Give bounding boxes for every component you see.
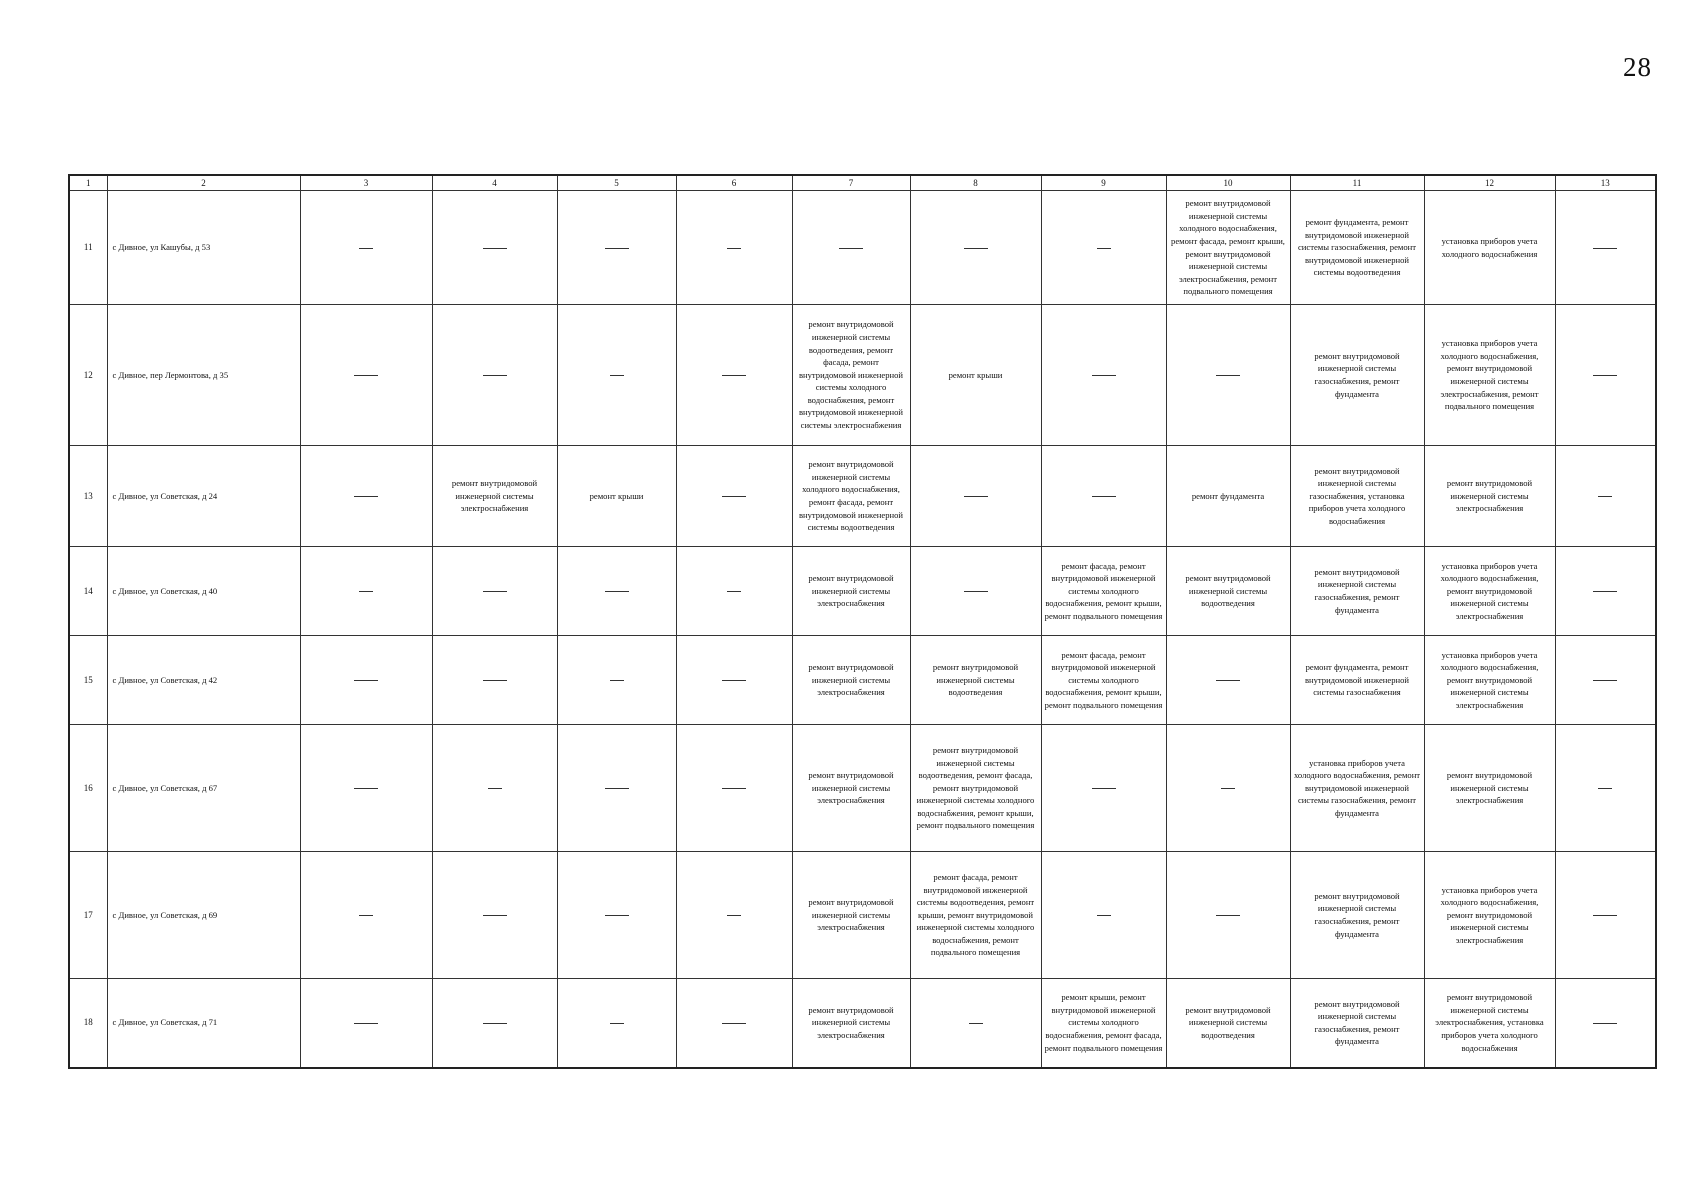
- address-cell: с Дивное, ул Советская, д 24: [107, 446, 300, 547]
- dash-mark: [354, 375, 378, 376]
- column-number: 13: [1555, 175, 1656, 191]
- dash-mark: [483, 591, 507, 592]
- row-number: 13: [69, 446, 107, 547]
- work-cell: ремонт внутридомовой инженерной системы водоотведения: [1166, 547, 1290, 636]
- dash-mark: [605, 591, 629, 592]
- empty-cell-dash: [676, 979, 792, 1068]
- empty-cell-dash: [557, 547, 676, 636]
- dash-mark: [354, 680, 378, 681]
- dash-mark: [1593, 248, 1617, 249]
- table-row: [69, 725, 1656, 852]
- dash-mark: [1216, 375, 1240, 376]
- empty-cell-dash: [676, 725, 792, 852]
- column-number-row: [69, 175, 1656, 191]
- dash-mark: [722, 496, 746, 497]
- empty-cell-dash: [557, 725, 676, 852]
- dash-mark: [1598, 788, 1612, 789]
- dash-mark: [722, 680, 746, 681]
- empty-cell-dash: [676, 305, 792, 446]
- empty-cell-dash: [432, 979, 557, 1068]
- empty-cell-dash: [557, 191, 676, 305]
- empty-cell-dash: [1555, 191, 1656, 305]
- empty-cell-dash: [300, 191, 432, 305]
- dash-mark: [1216, 915, 1240, 916]
- work-cell: ремонт внутридомовой инженерной системы газоснабжения, ремонт фундамента: [1290, 852, 1424, 979]
- empty-cell-dash: [1555, 305, 1656, 446]
- work-cell: ремонт фасада, ремонт внутридомовой инженерной системы холодного водоснабжения, ремонт крыши, ремонт подвального помещения: [1041, 547, 1166, 636]
- work-cell: ремонт внутридомовой инженерной системы электроснабжения: [1424, 446, 1555, 547]
- column-number: 8: [910, 175, 1041, 191]
- empty-cell-dash: [910, 191, 1041, 305]
- empty-cell-dash: [1166, 725, 1290, 852]
- empty-cell-dash: [1555, 446, 1656, 547]
- table-row: [69, 446, 1656, 547]
- table-row: [69, 305, 1656, 446]
- empty-cell-dash: [557, 305, 676, 446]
- work-cell: установка приборов учета холодного водоснабжения: [1424, 191, 1555, 305]
- empty-cell-dash: [1555, 852, 1656, 979]
- dash-mark: [964, 496, 988, 497]
- table-row: [69, 852, 1656, 979]
- dash-mark: [839, 248, 863, 249]
- work-cell: ремонт крыши: [557, 446, 676, 547]
- dash-mark: [727, 591, 741, 592]
- address-cell: с Дивное, ул Советская, д 42: [107, 636, 300, 725]
- work-cell: установка приборов учета холодного водоснабжения, ремонт внутридомовой инженерной системы электроснабжения: [1424, 636, 1555, 725]
- dash-mark: [359, 591, 373, 592]
- dash-mark: [1593, 375, 1617, 376]
- empty-cell-dash: [557, 636, 676, 725]
- work-cell: ремонт внутридомовой инженерной системы водоотведения, ремонт фасада, ремонт внутридомовой инженерной системы холодного водоснабжения, ремонт крыши, ремонт подвального помещения: [910, 725, 1041, 852]
- column-number: 7: [792, 175, 910, 191]
- empty-cell-dash: [300, 725, 432, 852]
- work-cell: ремонт внутридомовой инженерной системы электроснабжения, установка приборов учета холодного водоснабжения: [1424, 979, 1555, 1068]
- empty-cell-dash: [1041, 305, 1166, 446]
- empty-cell-dash: [300, 852, 432, 979]
- repair-schedule-table: [68, 174, 1657, 1069]
- work-cell: ремонт внутридомовой инженерной системы электроснабжения: [1424, 725, 1555, 852]
- work-cell: ремонт внутридомовой инженерной системы холодного водоснабжения, ремонт фасада, ремонт крыши, ремонт внутридомовой инженерной системы электроснабжения, ремонт подвального помещения: [1166, 191, 1290, 305]
- dash-mark: [354, 1023, 378, 1024]
- column-number: 1: [69, 175, 107, 191]
- work-cell: ремонт фасада, ремонт внутридомовой инженерной системы водоотведения, ремонт крыши, ремонт внутридомовой инженерной системы холодного водоснабжения, ремонт подвального помещения: [910, 852, 1041, 979]
- empty-cell-dash: [1166, 852, 1290, 979]
- work-cell: ремонт внутридомовой инженерной системы электроснабжения: [792, 547, 910, 636]
- dash-mark: [610, 1023, 624, 1024]
- dash-mark: [610, 680, 624, 681]
- address-cell: с Дивное, ул Кашубы, д 53: [107, 191, 300, 305]
- work-cell: ремонт внутридомовой инженерной системы газоснабжения, ремонт фундамента: [1290, 305, 1424, 446]
- dash-mark: [722, 1023, 746, 1024]
- table-row: [69, 979, 1656, 1068]
- work-cell: установка приборов учета холодного водоснабжения, ремонт внутридомовой инженерной системы электроснабжения, ремонт подвального помещения: [1424, 305, 1555, 446]
- empty-cell-dash: [1555, 725, 1656, 852]
- dash-mark: [483, 375, 507, 376]
- empty-cell-dash: [432, 852, 557, 979]
- empty-cell-dash: [910, 446, 1041, 547]
- empty-cell-dash: [676, 636, 792, 725]
- page-number: 28: [1623, 52, 1652, 82]
- empty-cell-dash: [1555, 547, 1656, 636]
- column-number: 6: [676, 175, 792, 191]
- dash-mark: [605, 915, 629, 916]
- dash-mark: [722, 375, 746, 376]
- work-cell: ремонт внутридомовой инженерной системы газоснабжения, ремонт фундамента: [1290, 547, 1424, 636]
- dash-mark: [1092, 375, 1116, 376]
- empty-cell-dash: [1166, 305, 1290, 446]
- empty-cell-dash: [792, 191, 910, 305]
- empty-cell-dash: [300, 547, 432, 636]
- dash-mark: [488, 788, 502, 789]
- work-cell: ремонт внутридомовой инженерной системы водоотведения: [910, 636, 1041, 725]
- work-cell: ремонт крыши, ремонт внутридомовой инженерной системы холодного водоснабжения, ремонт фасада, ремонт подвального помещения: [1041, 979, 1166, 1068]
- address-cell: с Дивное, пер Лермонтова, д 35: [107, 305, 300, 446]
- empty-cell-dash: [432, 725, 557, 852]
- column-number: 5: [557, 175, 676, 191]
- column-number: 2: [107, 175, 300, 191]
- work-cell: ремонт фундамента, ремонт внутридомовой инженерной системы газоснабжения, ремонт внутридомовой инженерной системы водоотведения: [1290, 191, 1424, 305]
- work-cell: ремонт внутридомовой инженерной системы электроснабжения: [792, 979, 910, 1068]
- dash-mark: [727, 248, 741, 249]
- dash-mark: [969, 1023, 983, 1024]
- work-cell: ремонт фасада, ремонт внутридомовой инженерной системы холодного водоснабжения, ремонт крыши, ремонт подвального помещения: [1041, 636, 1166, 725]
- empty-cell-dash: [676, 191, 792, 305]
- dash-mark: [964, 248, 988, 249]
- empty-cell-dash: [1041, 725, 1166, 852]
- dash-mark: [1593, 915, 1617, 916]
- address-cell: с Дивное, ул Советская, д 67: [107, 725, 300, 852]
- dash-mark: [1092, 496, 1116, 497]
- work-cell: ремонт внутридомовой инженерной системы водоотведения, ремонт фасада, ремонт внутридомовой инженерной системы холодного водоснабжения, ремонт внутридомовой инженерной системы электроснабжения: [792, 305, 910, 446]
- dash-mark: [483, 680, 507, 681]
- empty-cell-dash: [300, 636, 432, 725]
- empty-cell-dash: [1555, 979, 1656, 1068]
- work-cell: ремонт внутридомовой инженерной системы электроснабжения: [792, 725, 910, 852]
- dash-mark: [1216, 680, 1240, 681]
- table-row: [69, 191, 1656, 305]
- row-number: 18: [69, 979, 107, 1068]
- table-row: [69, 547, 1656, 636]
- row-number: 15: [69, 636, 107, 725]
- dash-mark: [1598, 496, 1612, 497]
- work-cell: установка приборов учета холодного водоснабжения, ремонт внутридомовой инженерной системы электроснабжения: [1424, 547, 1555, 636]
- empty-cell-dash: [432, 547, 557, 636]
- address-cell: с Дивное, ул Советская, д 40: [107, 547, 300, 636]
- column-number: 11: [1290, 175, 1424, 191]
- work-cell: ремонт внутридомовой инженерной системы газоснабжения, установка приборов учета холодного водоснабжения: [1290, 446, 1424, 547]
- empty-cell-dash: [910, 979, 1041, 1068]
- work-cell: ремонт крыши: [910, 305, 1041, 446]
- work-cell: ремонт фундамента: [1166, 446, 1290, 547]
- dash-mark: [964, 591, 988, 592]
- dash-mark: [359, 915, 373, 916]
- dash-mark: [1092, 788, 1116, 789]
- dash-mark: [1097, 915, 1111, 916]
- table-row: [69, 636, 1656, 725]
- dash-mark: [354, 496, 378, 497]
- empty-cell-dash: [1555, 636, 1656, 725]
- dash-mark: [359, 248, 373, 249]
- work-cell: ремонт внутридомовой инженерной системы водоотведения: [1166, 979, 1290, 1068]
- row-number: 14: [69, 547, 107, 636]
- empty-cell-dash: [557, 852, 676, 979]
- dash-mark: [727, 915, 741, 916]
- dash-mark: [722, 788, 746, 789]
- column-number: 12: [1424, 175, 1555, 191]
- dash-mark: [483, 1023, 507, 1024]
- column-number: 10: [1166, 175, 1290, 191]
- dash-mark: [1593, 1023, 1617, 1024]
- row-number: 16: [69, 725, 107, 852]
- empty-cell-dash: [1041, 446, 1166, 547]
- dash-mark: [605, 788, 629, 789]
- empty-cell-dash: [676, 852, 792, 979]
- dash-mark: [1221, 788, 1235, 789]
- empty-cell-dash: [676, 547, 792, 636]
- dash-mark: [605, 248, 629, 249]
- empty-cell-dash: [910, 547, 1041, 636]
- address-cell: с Дивное, ул Советская, д 69: [107, 852, 300, 979]
- column-number: 3: [300, 175, 432, 191]
- row-number: 12: [69, 305, 107, 446]
- dash-mark: [483, 248, 507, 249]
- row-number: 11: [69, 191, 107, 305]
- work-cell: ремонт внутридомовой инженерной системы электроснабжения: [792, 852, 910, 979]
- empty-cell-dash: [432, 636, 557, 725]
- address-cell: с Дивное, ул Советская, д 71: [107, 979, 300, 1068]
- empty-cell-dash: [1041, 852, 1166, 979]
- dash-mark: [1097, 248, 1111, 249]
- empty-cell-dash: [300, 446, 432, 547]
- dash-mark: [1593, 680, 1617, 681]
- empty-cell-dash: [432, 305, 557, 446]
- work-cell: установка приборов учета холодного водоснабжения, ремонт внутридомовой инженерной системы электроснабжения: [1424, 852, 1555, 979]
- dash-mark: [483, 915, 507, 916]
- work-cell: ремонт фундамента, ремонт внутридомовой инженерной системы газоснабжения: [1290, 636, 1424, 725]
- empty-cell-dash: [557, 979, 676, 1068]
- row-number: 17: [69, 852, 107, 979]
- work-cell: ремонт внутридомовой инженерной системы электроснабжения: [792, 636, 910, 725]
- work-cell: установка приборов учета холодного водоснабжения, ремонт внутридомовой инженерной системы газоснабжения, ремонт фундамента: [1290, 725, 1424, 852]
- work-cell: ремонт внутридомовой инженерной системы электроснабжения: [432, 446, 557, 547]
- empty-cell-dash: [432, 191, 557, 305]
- dash-mark: [1593, 591, 1617, 592]
- work-cell: ремонт внутридомовой инженерной системы холодного водоснабжения, ремонт фасада, ремонт внутридомовой инженерной системы водоотведения: [792, 446, 910, 547]
- empty-cell-dash: [300, 305, 432, 446]
- dash-mark: [610, 375, 624, 376]
- empty-cell-dash: [676, 446, 792, 547]
- work-cell: ремонт внутридомовой инженерной системы газоснабжения, ремонт фундамента: [1290, 979, 1424, 1068]
- empty-cell-dash: [1041, 191, 1166, 305]
- column-number: 9: [1041, 175, 1166, 191]
- dash-mark: [354, 788, 378, 789]
- empty-cell-dash: [300, 979, 432, 1068]
- column-number: 4: [432, 175, 557, 191]
- empty-cell-dash: [1166, 636, 1290, 725]
